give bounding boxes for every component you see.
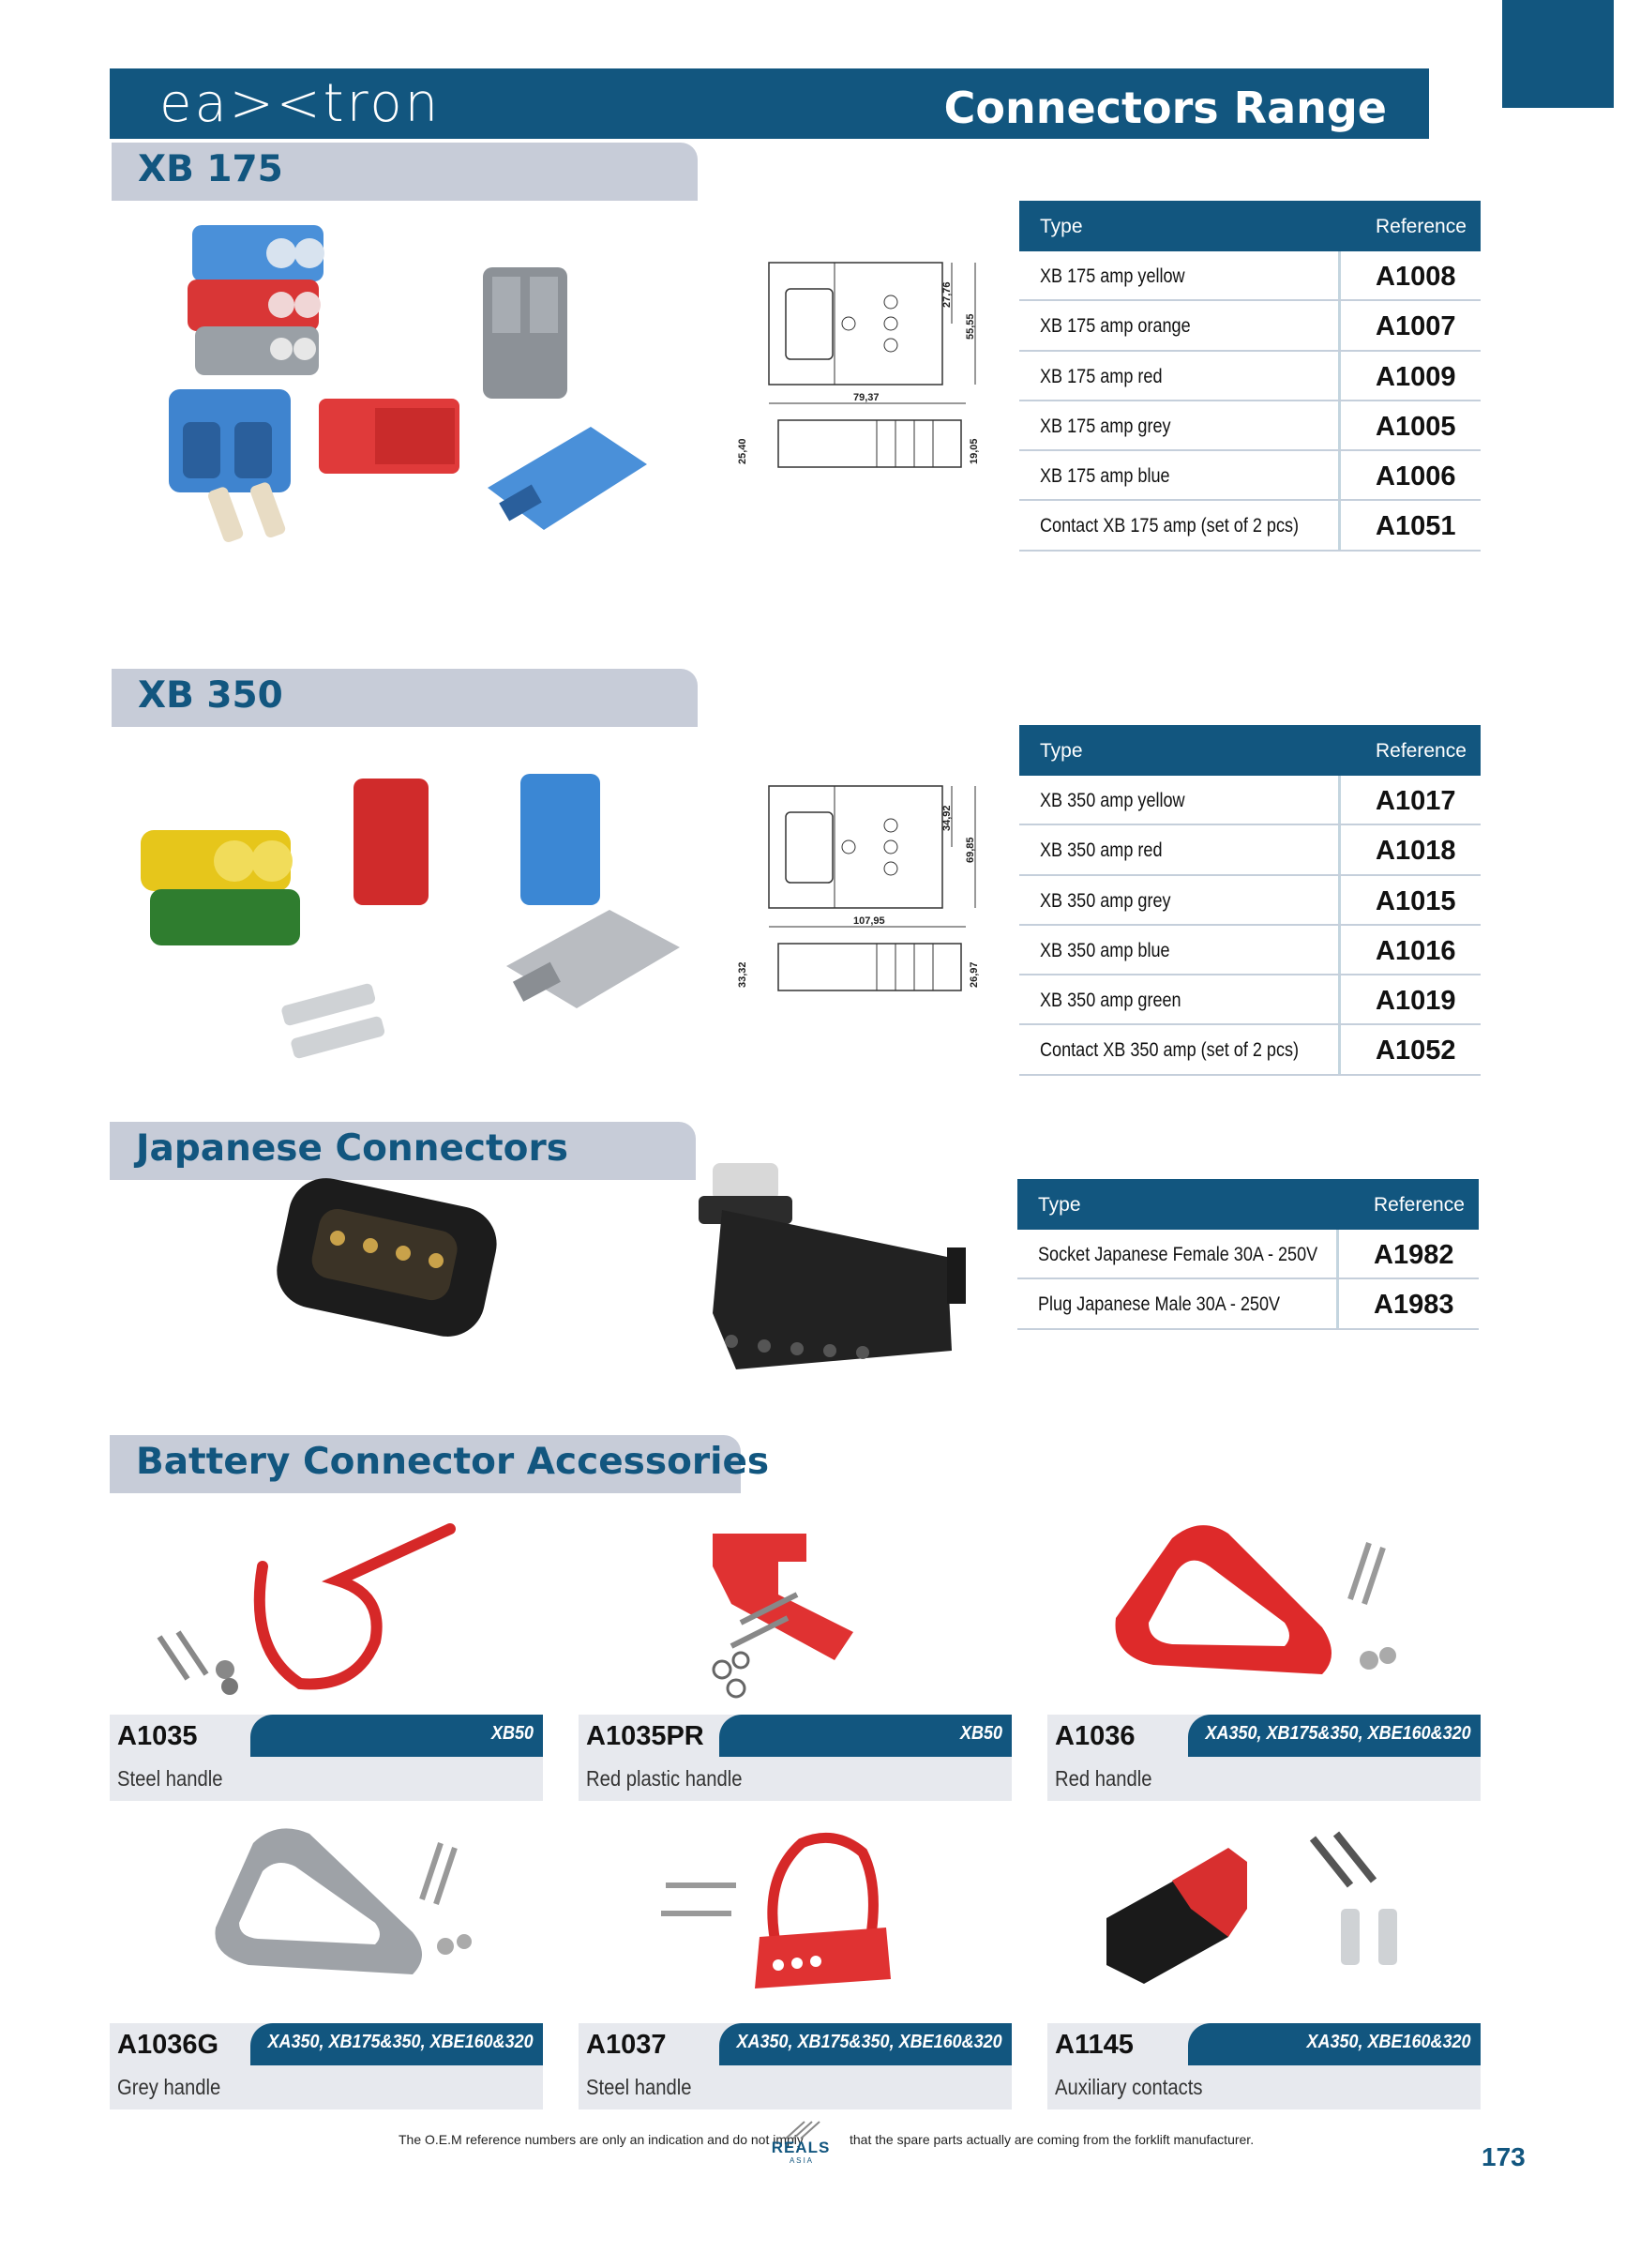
ref-cell: A1009 [1376,361,1456,392]
accessory-code: A1035PR [586,1721,704,1751]
xb175-reference-table [1019,201,1481,552]
brand-stripes-icon [767,2120,835,2140]
col-reference: Reference [1374,1194,1465,1216]
col-reference: Reference [1376,740,1467,762]
footer-brand: REALS [771,2139,831,2156]
ref-cell: A1007 [1376,311,1456,342]
xb175-dimension-drawing [722,253,1003,478]
ref-cell: A1052 [1376,1036,1456,1066]
ref-cell: A1005 [1376,411,1456,442]
footer-note-right: that the spare parts actually are coming from the forklift manufacturer. [850,2132,1255,2147]
table-row [1019,975,1481,1025]
dim-label: 69,85 [965,837,976,863]
accessory-card [110,1715,543,1801]
accessory-code: A1035 [117,1721,198,1751]
ref-cell: A1015 [1376,885,1456,916]
accessory-compat: XA350, XBE160&320 [1306,2032,1471,2052]
section-tab-xb175 [112,143,698,201]
table-row [1019,401,1481,451]
type-cell: XB 175 amp yellow [1040,265,1185,287]
xb350-dimension-drawing [722,777,1003,1002]
type-cell: XB 350 amp blue [1040,939,1170,961]
dim-label: 26,97 [969,961,980,988]
type-cell: XB 175 amp orange [1040,315,1191,338]
ref-cell: A1016 [1376,935,1456,966]
accessory-compat: XA350, XB175&350, XBE160&320 [736,2032,1002,2052]
ref-cell: A1017 [1376,786,1456,816]
accessory-card [579,2023,1012,2109]
accessory-compat: XA350, XB175&350, XBE160&320 [267,2032,534,2052]
accessory-image-a1145 [1088,1824,1425,2012]
ref-cell: A1982 [1374,1240,1454,1270]
col-type: Type [1040,216,1083,237]
table-header [1019,201,1481,251]
accessory-code: A1036 [1055,1721,1136,1751]
section-title: Japanese Connectors [136,1127,568,1170]
dim-label: 79,37 [853,392,880,403]
accessory-card [1047,2023,1481,2109]
ref-cell: A1051 [1376,511,1456,542]
accessory-image-a1036 [1088,1515,1425,1702]
accessory-code: A1145 [1055,2030,1134,2060]
col-type: Type [1040,740,1083,762]
ref-cell: A1983 [1374,1290,1454,1321]
col-type: Type [1038,1194,1081,1216]
table-row [1017,1279,1479,1329]
accessory-card [1047,1715,1481,1801]
col-reference: Reference [1376,216,1467,237]
accessory-card [579,1715,1012,1801]
table-row [1017,1230,1479,1279]
accessory-card [110,2023,543,2109]
table-header [1019,725,1481,776]
type-cell: Contact XB 175 amp (set of 2 pcs) [1040,515,1300,537]
dim-label: 33,32 [737,961,748,988]
accessory-desc: Red handle [1055,1766,1152,1791]
page-title: Connectors Range [943,83,1387,133]
accessory-desc: Steel handle [586,2075,692,2099]
type-cell: Contact XB 350 amp (set of 2 pcs) [1040,1039,1300,1062]
type-cell: XB 350 amp green [1040,990,1181,1012]
accessory-image-a1036g [197,1824,478,2012]
type-cell: XB 350 amp red [1040,839,1163,862]
accessory-desc: Auxiliary contacts [1055,2075,1203,2099]
type-cell: XB 350 amp yellow [1040,790,1185,811]
accessory-image-a1035pr [609,1520,910,1707]
type-cell: XB 175 amp blue [1040,465,1170,488]
dim-label: 107,95 [853,915,885,927]
table-row [1019,926,1481,975]
accessory-compat: XA350, XB175&350, XBE160&320 [1205,1723,1471,1744]
table-row [1019,825,1481,875]
table-row [1019,251,1481,301]
accessory-image-a1037 [647,1824,947,2012]
accessory-image-a1035 [141,1520,497,1707]
dim-label: 55,55 [965,313,976,340]
accessory-compat: XB50 [959,1723,1002,1744]
accessory-desc: Red plastic handle [586,1766,743,1791]
ref-cell: A1018 [1376,836,1456,867]
type-cell: Socket Japanese Female 30A - 250V [1038,1244,1318,1265]
table-row [1019,1025,1481,1075]
section-tab-xb350 [112,669,698,727]
type-cell: XB 175 amp red [1040,365,1163,387]
table-row [1019,451,1481,501]
accessory-desc: Steel handle [117,1766,223,1791]
footer-note-left: The O.E.M reference numbers are only an indication and do not imply [399,2132,804,2147]
section-tab-accessories [110,1435,770,1493]
type-cell: Plug Japanese Male 30A - 250V [1038,1293,1281,1316]
footer-brand-sub: A S I A [789,2156,812,2165]
table-row [1019,301,1481,351]
xb350-product-image [131,769,694,1069]
section-title: Battery Connector Accessories [136,1441,770,1483]
japanese-product-image [272,1144,966,1388]
ref-cell: A1008 [1376,262,1456,292]
type-cell: XB 175 amp grey [1040,415,1171,437]
ref-cell: A1006 [1376,461,1456,492]
type-cell: XB 350 amp grey [1040,889,1171,912]
section-title: XB 175 [138,148,283,190]
footer-brand-logo [767,2120,835,2167]
dim-label: 19,05 [969,438,980,464]
table-row [1019,776,1481,825]
table-row [1019,501,1481,551]
japanese-reference-table [1017,1179,1479,1330]
dim-label: 25,40 [737,438,748,464]
page-number: 173 [1482,2142,1526,2171]
dim-label: 34,92 [941,805,953,831]
table-header [1017,1179,1479,1230]
ref-cell: A1019 [1376,986,1456,1017]
corner-tab [1502,0,1614,108]
brand-logo: ea><tron [159,73,442,134]
accessory-compat: XB50 [490,1723,534,1744]
xb175-product-image [150,206,656,563]
accessory-code: A1036G [117,2030,219,2060]
table-row [1019,352,1481,401]
accessory-code: A1037 [586,2030,667,2060]
accessory-desc: Grey handle [117,2075,221,2099]
table-row [1019,876,1481,926]
dim-label: 27,76 [941,281,953,308]
xb350-reference-table [1019,725,1481,1076]
section-title: XB 350 [138,674,283,717]
